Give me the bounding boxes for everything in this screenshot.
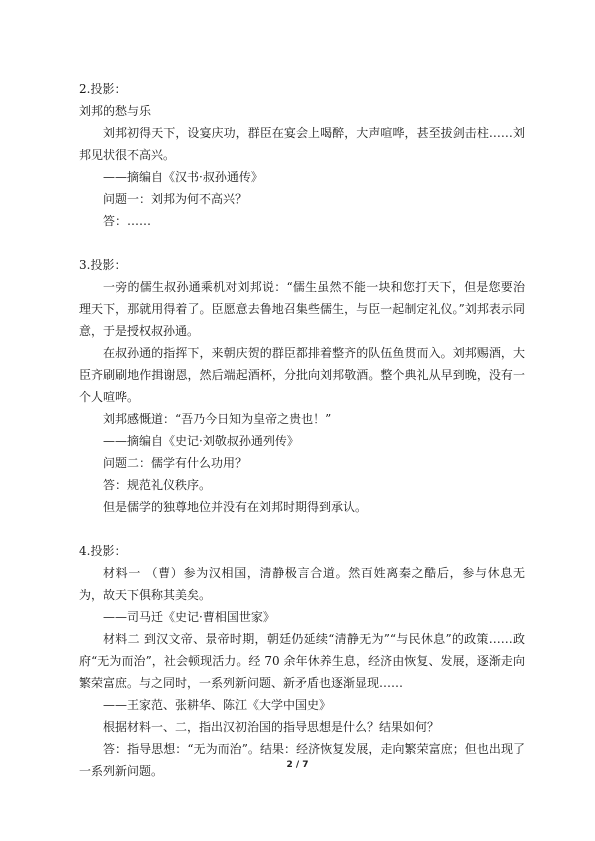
section3-paragraph-2: 在叔孙通的指挥下，来朝庆贺的群臣都排着整齐的队伍鱼贯而入。刘邦赐酒，大臣齐刷刷地作揖谢恩，然后端起酒杯，分批向刘邦敬酒。整个典礼从早到晚，没有一个人喧哗。 bbox=[79, 346, 525, 404]
section3-question: 问题二：儒学有什么功用？ bbox=[103, 456, 248, 470]
section4-source-1: ——司马迁《史记·曹相国世家》 bbox=[103, 610, 275, 624]
section-spacer bbox=[79, 518, 525, 540]
section2-answer: 答：…… bbox=[103, 214, 152, 228]
page-number: 2 / 7 bbox=[286, 760, 309, 770]
section-spacer bbox=[79, 232, 525, 254]
section3-paragraph-1: 一旁的儒生叔孙通乘机对刘邦说：“儒生虽然不能一块和您打天下，但是您要治理天下，那就用得着了。臣愿意去鲁地召集些儒生，与臣一起制定礼仪。”刘邦表示同意，于是授权叔孙通。 bbox=[79, 280, 525, 338]
section2-heading: 2.投影： bbox=[79, 82, 127, 96]
section2-title: 刘邦的愁与乐 bbox=[79, 104, 152, 118]
section3-answer: 答：规范礼仪秩序。 bbox=[103, 478, 212, 492]
section4-material-1: 材料一 （曹）参为汉相国，清静极言合道。然百姓离秦之酷后，参与休息无为，故天下俱称其美矣。 bbox=[79, 566, 525, 602]
section4-question: 根据材料一、二，指出汉初治国的指导思想是什么？结果如何？ bbox=[103, 720, 440, 734]
section3-heading: 3.投影： bbox=[79, 258, 127, 272]
section4-heading: 4.投影： bbox=[79, 544, 127, 558]
section2-paragraph: 刘邦初得天下，设宴庆功，群臣在宴会上喝醉，大声喧哗，甚至拔剑击柱……刘邦见状很不高兴。 bbox=[79, 126, 525, 162]
section4-answer: 答：指导思想：“无为而治”。结果：经济恢复发展，走向繁荣富庶；但也出现了一系列新问题。 bbox=[79, 742, 525, 778]
section2-source: ——摘编自《汉书·叔孙通传》 bbox=[103, 170, 263, 184]
page-content bbox=[79, 78, 525, 782]
section4-source-2: ——王家范、张耕华、陈江《大学中国史》 bbox=[103, 698, 332, 712]
section3-quote: 刘邦感慨道：“吾乃今日知为皇帝之贵也！” bbox=[103, 412, 332, 426]
section2-question: 问题一：刘邦为何不高兴？ bbox=[103, 192, 248, 206]
section3-source: ——摘编自《史记·刘敬叔孙通列传》 bbox=[103, 434, 299, 448]
section3-note: 但是儒学的独尊地位并没有在刘邦时期得到承认。 bbox=[103, 500, 368, 514]
section4-material-2: 材料二 到汉文帝、景帝时期，朝廷仍延续“清静无为”“与民休息”的政策……政府“无为而治”，社会顿现活力。经 70 余年休养生息，经济由恢复、发展，逐渐走向繁荣富庶。与之同时，一系列新问题、新矛盾也逐渐显现…… bbox=[79, 632, 525, 690]
